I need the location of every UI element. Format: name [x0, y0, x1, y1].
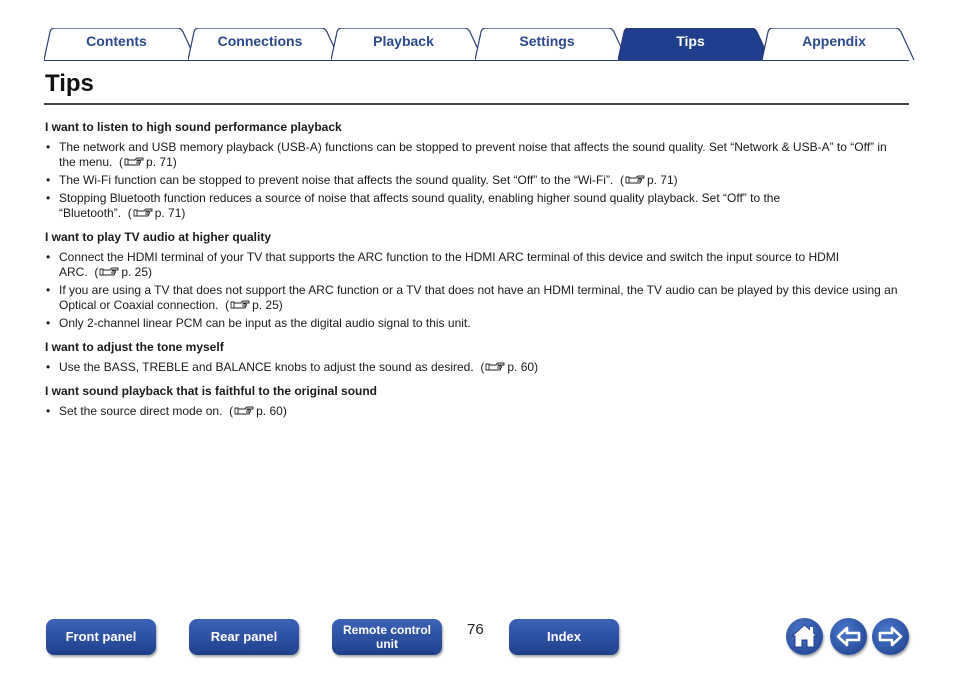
bullet-text: Connect the HDMI terminal of your TV that supports the ARC function to the HDMI ARC terminal of this device and switch the input source to HDMI ARC. [59, 250, 840, 279]
bullet-item [45, 404, 900, 419]
home-icon [786, 618, 823, 655]
bullet-text: The Wi-Fi function can be stopped to prevent noise that affects the sound quality. Set “Off” to the “Wi-Fi”. [59, 173, 614, 187]
tab-label: Contents [86, 33, 147, 49]
title-rule [44, 103, 909, 105]
bullet-text: If you are using a TV that does not support the ARC function or a TV that does not have an HDMI terminal, the TV audio can be played by this device using an Optical or Coaxial connection. [59, 283, 898, 312]
tab-label: Connections [217, 33, 303, 49]
page-reference-link[interactable]: ( p. 25) [218, 298, 283, 312]
remote-control-unit-button[interactable] [332, 619, 442, 655]
section-heading: I want sound playback that is faithful to the original sound [45, 384, 378, 398]
tips-section [45, 340, 900, 375]
tab-label: Tips [676, 33, 705, 49]
bullet-text: Stopping Bluetooth function reduces a source of noise that affects sound quality, enabling higher sound quality playback. Set “Off” to the “Bluetooth”. [59, 191, 781, 220]
bullet-item [45, 140, 900, 170]
bullet-list [45, 250, 900, 331]
pointing-hand-icon [99, 266, 119, 277]
page-reference-link[interactable]: ( p. 60) [222, 404, 287, 418]
bullet-text: Only 2-channel linear PCM can be input as the digital audio signal to this unit. [59, 316, 471, 330]
bullet-list [45, 404, 900, 419]
home-button[interactable] [786, 618, 823, 655]
pointing-hand-icon [625, 174, 645, 185]
tab-label: Appendix [802, 33, 866, 49]
page-title: Tips [45, 70, 94, 97]
section-heading: I want to adjust the tone myself [45, 340, 224, 354]
bullet-text: Use the BASS, TREBLE and BALANCE knobs to adjust the sound as desired. [59, 360, 474, 374]
page-reference-link[interactable]: ( p. 25) [87, 265, 153, 279]
tips-section [45, 384, 900, 419]
rear-panel-button[interactable] [189, 619, 299, 655]
bullet-item [45, 250, 900, 280]
page-reference-link[interactable]: ( p. 60) [473, 360, 539, 374]
bullet-text: Set the source direct mode on. [59, 404, 223, 418]
section-heading: I want to listen to high sound performance playback [45, 120, 342, 134]
arrow-right-icon [872, 618, 909, 655]
page-reference-text: p. 71 [646, 173, 674, 187]
tips-section [45, 230, 900, 331]
bullet-list [45, 360, 900, 375]
remote-control-label-line1: Remote control [342, 623, 431, 637]
remote-control-label-line2: unit [376, 637, 398, 651]
page-reference-link[interactable]: ( p. 71) [112, 155, 177, 169]
bullet-item [45, 316, 900, 331]
pointing-hand-icon [230, 299, 250, 310]
tips-section [45, 120, 900, 221]
pointing-hand-icon [124, 156, 144, 167]
section-heading: I want to play TV audio at higher quality [45, 230, 272, 244]
tab-label: Playback [373, 33, 434, 49]
page-reference-text: p. 25 [252, 298, 279, 312]
tab-settings[interactable] [475, 28, 635, 60]
bullet-item [45, 173, 900, 188]
forward-button[interactable] [872, 618, 909, 655]
back-button[interactable] [830, 618, 867, 655]
pointing-hand-icon [234, 405, 254, 416]
front-panel-button[interactable] [46, 619, 156, 655]
index-button[interactable] [509, 619, 619, 655]
page-number: 76 [467, 621, 484, 638]
page-reference-text: p. 71 [146, 155, 173, 169]
tips-content [45, 120, 900, 428]
front-panel-label: Front panel [65, 629, 137, 644]
rear-panel-label: Rear panel [210, 629, 278, 644]
bullet-item [45, 360, 900, 375]
pointing-hand-icon [485, 361, 505, 372]
page-reference-text: p. 60 [256, 404, 283, 418]
arrow-left-icon [830, 618, 867, 655]
tab-connections[interactable] [188, 28, 348, 60]
page-reference-text: p. 60 [507, 360, 535, 374]
bullet-text: The network and USB memory playback (USB-A) functions can be stopped to prevent noise that affects the sound quality. Set “Network & USB-A” to “Off” in the menu. [59, 140, 887, 169]
tab-tips[interactable] [618, 28, 778, 60]
index-label: Index [547, 629, 581, 644]
page-reference-link[interactable]: ( p. 71) [613, 173, 678, 187]
tab-contents[interactable] [44, 28, 204, 60]
tab-label: Settings [519, 33, 575, 49]
tab-bar [44, 28, 909, 61]
bullet-item [45, 191, 900, 221]
page-reference-text: p. 71 [154, 206, 182, 220]
bullet-list [45, 140, 900, 221]
pointing-hand-icon [133, 207, 153, 218]
tab-appendix[interactable] [762, 28, 922, 60]
page-reference-text: p. 25 [121, 265, 149, 279]
page-reference-link[interactable]: ( p. 71) [121, 206, 186, 220]
tab-playback[interactable] [331, 28, 491, 60]
bullet-item [45, 283, 900, 313]
